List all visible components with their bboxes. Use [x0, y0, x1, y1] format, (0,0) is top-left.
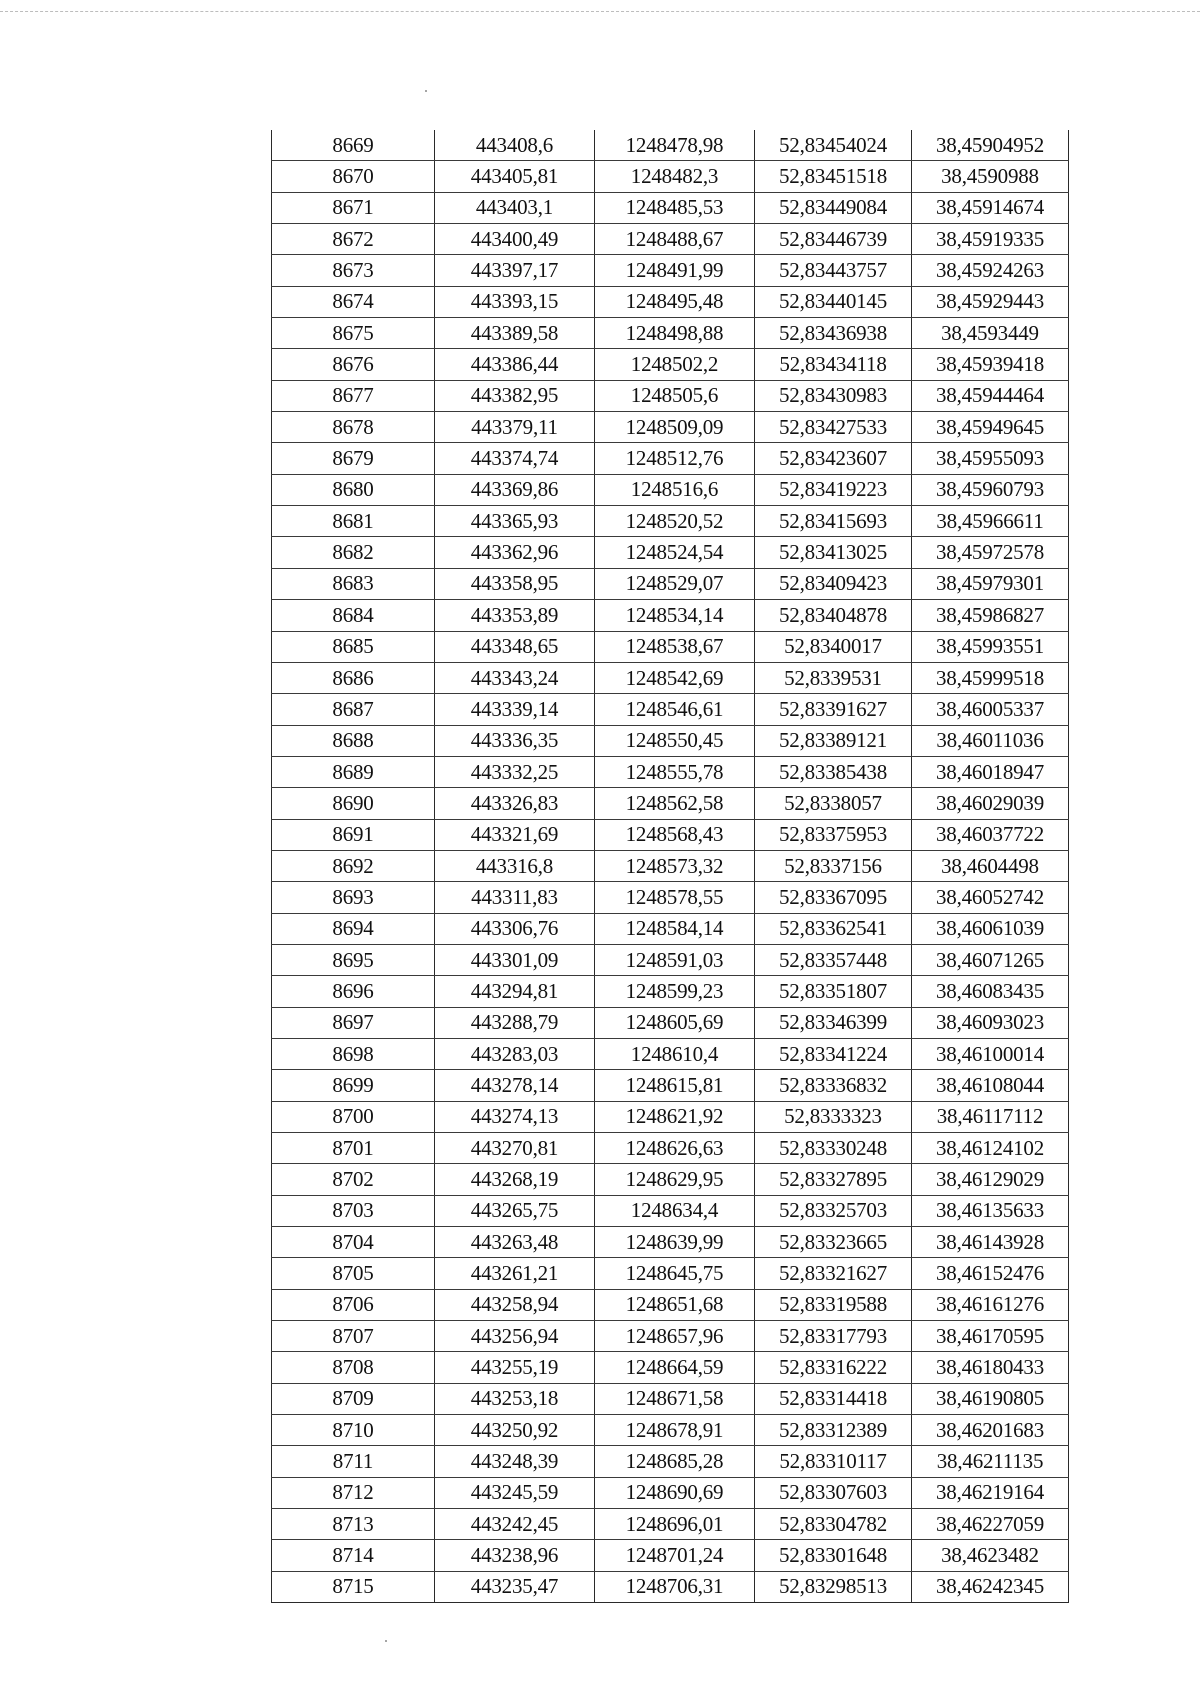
x-coordinate-cell: 443343,24	[435, 662, 595, 693]
y-coordinate-cell: 1248664,59	[595, 1352, 755, 1383]
longitude-cell: 38,46011036	[912, 725, 1069, 756]
y-coordinate-cell: 1248657,96	[595, 1321, 755, 1352]
x-coordinate-cell: 443288,79	[435, 1007, 595, 1038]
table-row	[272, 1321, 1069, 1352]
point-number-cell: 8671	[272, 192, 435, 223]
table-row	[272, 161, 1069, 192]
point-number-cell: 8690	[272, 788, 435, 819]
x-coordinate-cell: 443408,6	[435, 130, 595, 161]
table-row	[272, 1164, 1069, 1195]
point-number-cell: 8713	[272, 1509, 435, 1540]
x-coordinate-cell: 443358,95	[435, 568, 595, 599]
latitude-cell: 52,83430983	[755, 380, 912, 411]
y-coordinate-cell: 1248538,67	[595, 631, 755, 662]
y-coordinate-cell: 1248520,52	[595, 506, 755, 537]
y-coordinate-cell: 1248696,01	[595, 1509, 755, 1540]
x-coordinate-cell: 443386,44	[435, 349, 595, 380]
table-row	[272, 1101, 1069, 1132]
x-coordinate-cell: 443326,83	[435, 788, 595, 819]
table-row	[272, 537, 1069, 568]
y-coordinate-cell: 1248542,69	[595, 662, 755, 693]
point-number-cell: 8710	[272, 1415, 435, 1446]
latitude-cell: 52,83415693	[755, 506, 912, 537]
table-row	[272, 192, 1069, 223]
table-row	[272, 850, 1069, 881]
longitude-cell: 38,46037722	[912, 819, 1069, 850]
table-row	[272, 1352, 1069, 1383]
y-coordinate-cell: 1248546,61	[595, 694, 755, 725]
y-coordinate-cell: 1248629,95	[595, 1164, 755, 1195]
y-coordinate-cell: 1248610,4	[595, 1038, 755, 1069]
longitude-cell: 38,45924263	[912, 255, 1069, 286]
longitude-cell: 38,46161276	[912, 1289, 1069, 1320]
y-coordinate-cell: 1248678,91	[595, 1415, 755, 1446]
latitude-cell: 52,83357448	[755, 944, 912, 975]
x-coordinate-cell: 443268,19	[435, 1164, 595, 1195]
x-coordinate-cell: 443382,95	[435, 380, 595, 411]
table-row	[272, 1133, 1069, 1164]
y-coordinate-cell: 1248495,48	[595, 286, 755, 317]
longitude-cell: 38,46124102	[912, 1133, 1069, 1164]
latitude-cell: 52,83434118	[755, 349, 912, 380]
table-row	[272, 318, 1069, 349]
point-number-cell: 8682	[272, 537, 435, 568]
y-coordinate-cell: 1248634,4	[595, 1195, 755, 1226]
latitude-cell: 52,83446739	[755, 224, 912, 255]
point-number-cell: 8701	[272, 1133, 435, 1164]
point-number-cell: 8695	[272, 944, 435, 975]
longitude-cell: 38,45944464	[912, 380, 1069, 411]
y-coordinate-cell: 1248498,88	[595, 318, 755, 349]
point-number-cell: 8708	[272, 1352, 435, 1383]
longitude-cell: 38,46100014	[912, 1038, 1069, 1069]
latitude-cell: 52,83413025	[755, 537, 912, 568]
x-coordinate-cell: 443238,96	[435, 1540, 595, 1571]
table-row	[272, 1038, 1069, 1069]
x-coordinate-cell: 443332,25	[435, 756, 595, 787]
table-row	[272, 631, 1069, 662]
x-coordinate-cell: 443348,65	[435, 631, 595, 662]
point-number-cell: 8691	[272, 819, 435, 850]
point-number-cell: 8674	[272, 286, 435, 317]
point-number-cell: 8709	[272, 1383, 435, 1414]
latitude-cell: 52,83443757	[755, 255, 912, 286]
point-number-cell: 8692	[272, 850, 435, 881]
y-coordinate-cell: 1248690,69	[595, 1477, 755, 1508]
point-number-cell: 8670	[272, 161, 435, 192]
latitude-cell: 52,83346399	[755, 1007, 912, 1038]
longitude-cell: 38,46108044	[912, 1070, 1069, 1101]
longitude-cell: 38,46170595	[912, 1321, 1069, 1352]
table-row	[272, 1227, 1069, 1258]
longitude-cell: 38,4593449	[912, 318, 1069, 349]
longitude-cell: 38,45904952	[912, 130, 1069, 161]
table-row	[272, 474, 1069, 505]
latitude-cell: 52,83310117	[755, 1446, 912, 1477]
latitude-cell: 52,83314418	[755, 1383, 912, 1414]
longitude-cell: 38,4623482	[912, 1540, 1069, 1571]
longitude-cell: 38,45939418	[912, 349, 1069, 380]
latitude-cell: 52,83336832	[755, 1070, 912, 1101]
point-number-cell: 8715	[272, 1571, 435, 1602]
longitude-cell: 38,45955093	[912, 443, 1069, 474]
x-coordinate-cell: 443250,92	[435, 1415, 595, 1446]
point-number-cell: 8683	[272, 568, 435, 599]
coordinates-table	[271, 130, 1069, 1603]
latitude-cell: 52,83301648	[755, 1540, 912, 1571]
point-number-cell: 8689	[272, 756, 435, 787]
y-coordinate-cell: 1248491,99	[595, 255, 755, 286]
table-row	[272, 1509, 1069, 1540]
longitude-cell: 38,46211135	[912, 1446, 1069, 1477]
latitude-cell: 52,83298513	[755, 1571, 912, 1602]
y-coordinate-cell: 1248626,63	[595, 1133, 755, 1164]
table-row	[272, 1477, 1069, 1508]
x-coordinate-cell: 443353,89	[435, 600, 595, 631]
table-row	[272, 286, 1069, 317]
table-row	[272, 819, 1069, 850]
longitude-cell: 38,46242345	[912, 1571, 1069, 1602]
point-number-cell: 8686	[272, 662, 435, 693]
coordinates-table-body	[272, 130, 1069, 1603]
y-coordinate-cell: 1248671,58	[595, 1383, 755, 1414]
longitude-cell: 38,45986827	[912, 600, 1069, 631]
point-number-cell: 8705	[272, 1258, 435, 1289]
point-number-cell: 8703	[272, 1195, 435, 1226]
latitude-cell: 52,83325703	[755, 1195, 912, 1226]
y-coordinate-cell: 1248516,6	[595, 474, 755, 505]
y-coordinate-cell: 1248639,99	[595, 1227, 755, 1258]
point-number-cell: 8696	[272, 976, 435, 1007]
y-coordinate-cell: 1248562,58	[595, 788, 755, 819]
latitude-cell: 52,83427533	[755, 412, 912, 443]
x-coordinate-cell: 443339,14	[435, 694, 595, 725]
x-coordinate-cell: 443393,15	[435, 286, 595, 317]
table-row	[272, 568, 1069, 599]
longitude-cell: 38,46143928	[912, 1227, 1069, 1258]
table-row	[272, 224, 1069, 255]
latitude-cell: 52,83327895	[755, 1164, 912, 1195]
y-coordinate-cell: 1248615,81	[595, 1070, 755, 1101]
y-coordinate-cell: 1248599,23	[595, 976, 755, 1007]
latitude-cell: 52,83317793	[755, 1321, 912, 1352]
x-coordinate-cell: 443374,74	[435, 443, 595, 474]
y-coordinate-cell: 1248555,78	[595, 756, 755, 787]
longitude-cell: 38,46219164	[912, 1477, 1069, 1508]
latitude-cell: 52,83319588	[755, 1289, 912, 1320]
table-row	[272, 725, 1069, 756]
latitude-cell: 52,83312389	[755, 1415, 912, 1446]
point-number-cell: 8669	[272, 130, 435, 161]
latitude-cell: 52,83391627	[755, 694, 912, 725]
point-number-cell: 8685	[272, 631, 435, 662]
point-number-cell: 8688	[272, 725, 435, 756]
x-coordinate-cell: 443365,93	[435, 506, 595, 537]
latitude-cell: 52,83409423	[755, 568, 912, 599]
table-row	[272, 1289, 1069, 1320]
longitude-cell: 38,46071265	[912, 944, 1069, 975]
longitude-cell: 38,46052742	[912, 882, 1069, 913]
point-number-cell: 8677	[272, 380, 435, 411]
y-coordinate-cell: 1248701,24	[595, 1540, 755, 1571]
longitude-cell: 38,45914674	[912, 192, 1069, 223]
latitude-cell: 52,83419223	[755, 474, 912, 505]
x-coordinate-cell: 443301,09	[435, 944, 595, 975]
point-number-cell: 8681	[272, 506, 435, 537]
longitude-cell: 38,4590988	[912, 161, 1069, 192]
x-coordinate-cell: 443248,39	[435, 1446, 595, 1477]
table-row	[272, 1540, 1069, 1571]
longitude-cell: 38,46135633	[912, 1195, 1069, 1226]
latitude-cell: 52,83351807	[755, 976, 912, 1007]
latitude-cell: 52,83330248	[755, 1133, 912, 1164]
scan-speck	[385, 1640, 387, 1642]
point-number-cell: 8679	[272, 443, 435, 474]
y-coordinate-cell: 1248534,14	[595, 600, 755, 631]
latitude-cell: 52,83307603	[755, 1477, 912, 1508]
y-coordinate-cell: 1248488,67	[595, 224, 755, 255]
y-coordinate-cell: 1248478,98	[595, 130, 755, 161]
longitude-cell: 38,46018947	[912, 756, 1069, 787]
x-coordinate-cell: 443255,19	[435, 1352, 595, 1383]
point-number-cell: 8712	[272, 1477, 435, 1508]
longitude-cell: 38,46201683	[912, 1415, 1069, 1446]
x-coordinate-cell: 443253,18	[435, 1383, 595, 1414]
y-coordinate-cell: 1248550,45	[595, 725, 755, 756]
longitude-cell: 38,46227059	[912, 1509, 1069, 1540]
table-row	[272, 255, 1069, 286]
y-coordinate-cell: 1248685,28	[595, 1446, 755, 1477]
table-row	[272, 694, 1069, 725]
point-number-cell: 8678	[272, 412, 435, 443]
latitude-cell: 52,83385438	[755, 756, 912, 787]
scan-speck	[425, 90, 427, 92]
latitude-cell: 52,83436938	[755, 318, 912, 349]
longitude-cell: 38,46117112	[912, 1101, 1069, 1132]
longitude-cell: 38,46061039	[912, 913, 1069, 944]
table-row	[272, 380, 1069, 411]
longitude-cell: 38,46005337	[912, 694, 1069, 725]
latitude-cell: 52,83316222	[755, 1352, 912, 1383]
y-coordinate-cell: 1248621,92	[595, 1101, 755, 1132]
longitude-cell: 38,45929443	[912, 286, 1069, 317]
latitude-cell: 52,83440145	[755, 286, 912, 317]
longitude-cell: 38,46129029	[912, 1164, 1069, 1195]
table-row	[272, 1415, 1069, 1446]
x-coordinate-cell: 443235,47	[435, 1571, 595, 1602]
table-row	[272, 1007, 1069, 1038]
x-coordinate-cell: 443278,14	[435, 1070, 595, 1101]
latitude-cell: 52,83389121	[755, 725, 912, 756]
longitude-cell: 38,45999518	[912, 662, 1069, 693]
point-number-cell: 8684	[272, 600, 435, 631]
x-coordinate-cell: 443270,81	[435, 1133, 595, 1164]
longitude-cell: 38,45960793	[912, 474, 1069, 505]
point-number-cell: 8704	[272, 1227, 435, 1258]
x-coordinate-cell: 443283,03	[435, 1038, 595, 1069]
y-coordinate-cell: 1248584,14	[595, 913, 755, 944]
x-coordinate-cell: 443245,59	[435, 1477, 595, 1508]
table-row	[272, 349, 1069, 380]
y-coordinate-cell: 1248482,3	[595, 161, 755, 192]
point-number-cell: 8707	[272, 1321, 435, 1352]
longitude-cell: 38,46029039	[912, 788, 1069, 819]
latitude-cell: 52,83304782	[755, 1509, 912, 1540]
point-number-cell: 8699	[272, 1070, 435, 1101]
latitude-cell: 52,8339531	[755, 662, 912, 693]
latitude-cell: 52,83367095	[755, 882, 912, 913]
x-coordinate-cell: 443263,48	[435, 1227, 595, 1258]
x-coordinate-cell: 443306,76	[435, 913, 595, 944]
point-number-cell: 8676	[272, 349, 435, 380]
longitude-cell: 38,46083435	[912, 976, 1069, 1007]
x-coordinate-cell: 443316,8	[435, 850, 595, 881]
latitude-cell: 52,83375953	[755, 819, 912, 850]
table-row	[272, 1195, 1069, 1226]
x-coordinate-cell: 443258,94	[435, 1289, 595, 1320]
point-number-cell: 8714	[272, 1540, 435, 1571]
y-coordinate-cell: 1248568,43	[595, 819, 755, 850]
x-coordinate-cell: 443336,35	[435, 725, 595, 756]
x-coordinate-cell: 443256,94	[435, 1321, 595, 1352]
x-coordinate-cell: 443405,81	[435, 161, 595, 192]
table-row	[272, 1258, 1069, 1289]
point-number-cell: 8706	[272, 1289, 435, 1320]
point-number-cell: 8687	[272, 694, 435, 725]
point-number-cell: 8711	[272, 1446, 435, 1477]
longitude-cell: 38,46093023	[912, 1007, 1069, 1038]
point-number-cell: 8697	[272, 1007, 435, 1038]
x-coordinate-cell: 443362,96	[435, 537, 595, 568]
scan-edge-line	[0, 11, 1200, 12]
table-row	[272, 1383, 1069, 1414]
table-row	[272, 882, 1069, 913]
table-row	[272, 1571, 1069, 1602]
point-number-cell: 8702	[272, 1164, 435, 1195]
longitude-cell: 38,45979301	[912, 568, 1069, 599]
point-number-cell: 8698	[272, 1038, 435, 1069]
x-coordinate-cell: 443379,11	[435, 412, 595, 443]
longitude-cell: 38,46152476	[912, 1258, 1069, 1289]
y-coordinate-cell: 1248512,76	[595, 443, 755, 474]
latitude-cell: 52,83341224	[755, 1038, 912, 1069]
point-number-cell: 8694	[272, 913, 435, 944]
x-coordinate-cell: 443400,49	[435, 224, 595, 255]
table-row	[272, 443, 1069, 474]
table-row	[272, 1070, 1069, 1101]
table-row	[272, 976, 1069, 1007]
table-row	[272, 1446, 1069, 1477]
y-coordinate-cell: 1248651,68	[595, 1289, 755, 1320]
latitude-cell: 52,8338057	[755, 788, 912, 819]
latitude-cell: 52,83451518	[755, 161, 912, 192]
longitude-cell: 38,45972578	[912, 537, 1069, 568]
latitude-cell: 52,83321627	[755, 1258, 912, 1289]
latitude-cell: 52,83362541	[755, 913, 912, 944]
point-number-cell: 8673	[272, 255, 435, 286]
table-row	[272, 756, 1069, 787]
y-coordinate-cell: 1248485,53	[595, 192, 755, 223]
y-coordinate-cell: 1248591,03	[595, 944, 755, 975]
x-coordinate-cell: 443274,13	[435, 1101, 595, 1132]
longitude-cell: 38,46180433	[912, 1352, 1069, 1383]
y-coordinate-cell: 1248706,31	[595, 1571, 755, 1602]
point-number-cell: 8700	[272, 1101, 435, 1132]
table-row	[272, 788, 1069, 819]
x-coordinate-cell: 443389,58	[435, 318, 595, 349]
latitude-cell: 52,8340017	[755, 631, 912, 662]
x-coordinate-cell: 443265,75	[435, 1195, 595, 1226]
y-coordinate-cell: 1248529,07	[595, 568, 755, 599]
x-coordinate-cell: 443403,1	[435, 192, 595, 223]
longitude-cell: 38,45993551	[912, 631, 1069, 662]
y-coordinate-cell: 1248509,09	[595, 412, 755, 443]
y-coordinate-cell: 1248645,75	[595, 1258, 755, 1289]
table-row	[272, 913, 1069, 944]
latitude-cell: 52,83423607	[755, 443, 912, 474]
latitude-cell: 52,8337156	[755, 850, 912, 881]
x-coordinate-cell: 443311,83	[435, 882, 595, 913]
longitude-cell: 38,4604498	[912, 850, 1069, 881]
longitude-cell: 38,45949645	[912, 412, 1069, 443]
latitude-cell: 52,8333323	[755, 1101, 912, 1132]
table-row	[272, 130, 1069, 161]
y-coordinate-cell: 1248573,32	[595, 850, 755, 881]
point-number-cell: 8675	[272, 318, 435, 349]
x-coordinate-cell: 443397,17	[435, 255, 595, 286]
latitude-cell: 52,83404878	[755, 600, 912, 631]
table-row	[272, 412, 1069, 443]
table-row	[272, 506, 1069, 537]
x-coordinate-cell: 443242,45	[435, 1509, 595, 1540]
table-row	[272, 600, 1069, 631]
y-coordinate-cell: 1248605,69	[595, 1007, 755, 1038]
x-coordinate-cell: 443369,86	[435, 474, 595, 505]
x-coordinate-cell: 443294,81	[435, 976, 595, 1007]
point-number-cell: 8693	[272, 882, 435, 913]
table-row	[272, 944, 1069, 975]
x-coordinate-cell: 443261,21	[435, 1258, 595, 1289]
point-number-cell: 8680	[272, 474, 435, 505]
latitude-cell: 52,83323665	[755, 1227, 912, 1258]
longitude-cell: 38,45966611	[912, 506, 1069, 537]
latitude-cell: 52,83454024	[755, 130, 912, 161]
point-number-cell: 8672	[272, 224, 435, 255]
y-coordinate-cell: 1248578,55	[595, 882, 755, 913]
y-coordinate-cell: 1248505,6	[595, 380, 755, 411]
table-row	[272, 662, 1069, 693]
longitude-cell: 38,46190805	[912, 1383, 1069, 1414]
y-coordinate-cell: 1248524,54	[595, 537, 755, 568]
longitude-cell: 38,45919335	[912, 224, 1069, 255]
latitude-cell: 52,83449084	[755, 192, 912, 223]
y-coordinate-cell: 1248502,2	[595, 349, 755, 380]
x-coordinate-cell: 443321,69	[435, 819, 595, 850]
